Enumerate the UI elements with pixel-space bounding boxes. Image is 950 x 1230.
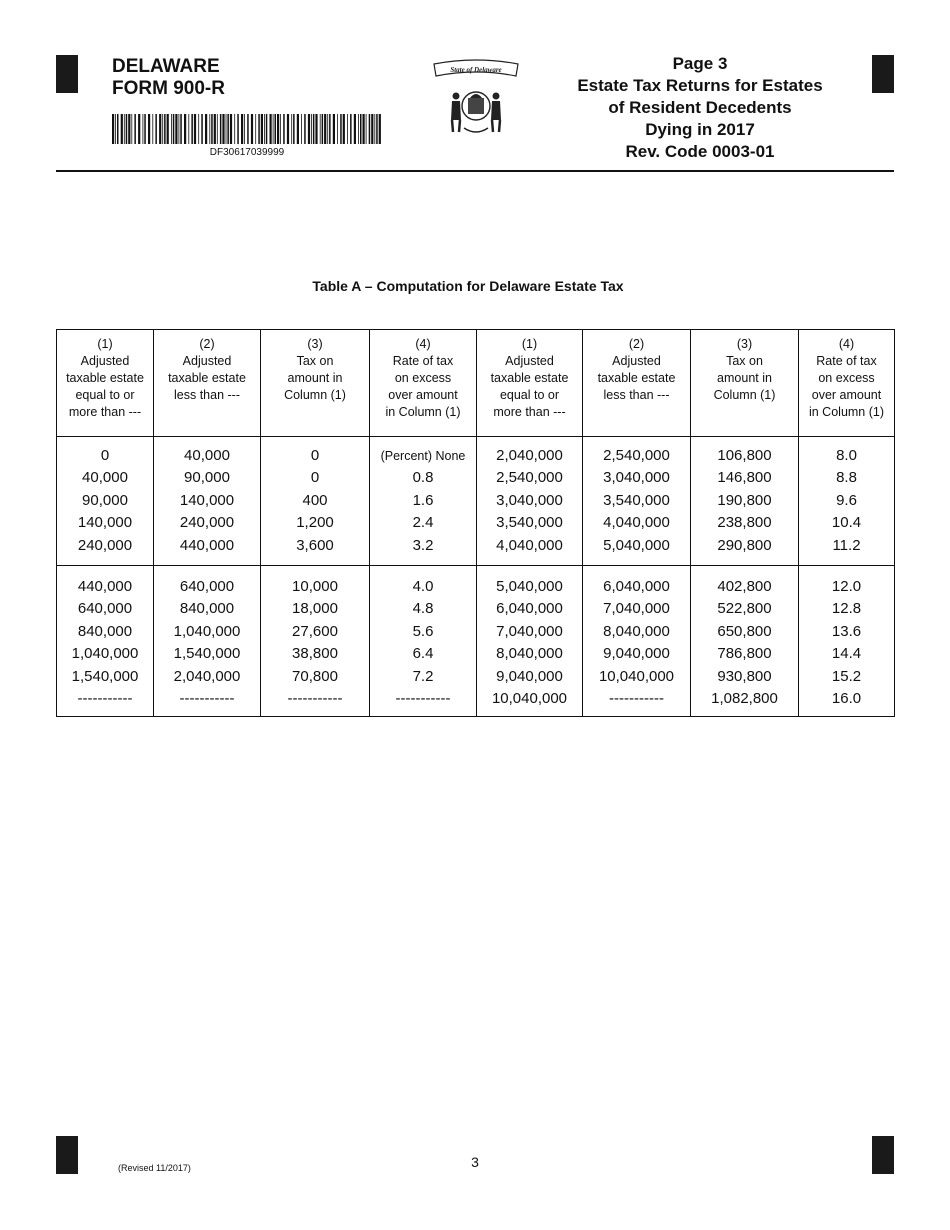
- cell-value: -----------: [287, 690, 343, 708]
- estate-tax-table: [56, 329, 895, 717]
- barcode-bar: [217, 114, 218, 144]
- column-header-line: Column (1): [713, 388, 776, 402]
- column-header-line: less than ---: [174, 388, 240, 402]
- barcode-bar: [226, 114, 227, 144]
- column-header-line: equal to or: [75, 388, 135, 402]
- barcode-bar: [121, 114, 123, 144]
- column-header-line: on excess: [818, 371, 875, 385]
- barcode: [112, 114, 382, 144]
- cell-value: 0: [100, 447, 110, 464]
- barcode-bar: [366, 114, 367, 144]
- column-header-line: Adjusted: [505, 354, 554, 368]
- barcode-bar: [327, 114, 328, 144]
- cell-value: 840,000: [77, 622, 133, 640]
- barcode-bar: [214, 114, 216, 144]
- barcode-bar: [159, 114, 161, 144]
- barcode-number: DF30617039999: [209, 147, 285, 158]
- cell-value: 1.6: [412, 491, 434, 509]
- cell-value: 8.8: [836, 469, 857, 487]
- cell-value: 10,040,000: [598, 667, 675, 685]
- column-header-line: less than ---: [603, 388, 670, 402]
- cell-value: 930,800: [717, 667, 772, 685]
- column-header-line: amount in: [717, 371, 772, 385]
- barcode-bar: [112, 114, 114, 144]
- cell-value: 1,040,000: [71, 645, 139, 663]
- cell-value: 7,040,000: [496, 622, 563, 640]
- title-line: Rev. Code 0003-01: [625, 142, 775, 161]
- barcode-bar: [287, 114, 289, 144]
- table-cell: [261, 437, 370, 566]
- barcode-bar: [313, 114, 315, 144]
- barcode-bar: [301, 114, 302, 144]
- barcode-bar: [148, 114, 150, 144]
- barcode-bar: [227, 114, 229, 144]
- barcode-bar: [322, 114, 324, 144]
- barcode-bar: [264, 114, 265, 144]
- barcode-bar: [297, 114, 299, 144]
- cell-value: 1,200: [296, 514, 334, 532]
- cell-value: -----------: [395, 690, 451, 708]
- column-header-line: (4): [838, 337, 855, 351]
- barcode-bar: [376, 114, 378, 144]
- cell-value: 3,540,000: [496, 514, 563, 532]
- column-header: [57, 330, 154, 437]
- cell-value: 12.8: [831, 600, 862, 618]
- barcode-bar: [128, 114, 130, 144]
- barcode-bar: [134, 114, 136, 144]
- cell-value: 440,000: [77, 578, 133, 596]
- column-header-line: Adjusted: [612, 354, 661, 368]
- column-header-line: Column (1): [284, 388, 346, 402]
- cell-value: 8.0: [836, 447, 857, 464]
- table-cell: [370, 437, 477, 566]
- column-header-line: taxable estate: [168, 371, 246, 385]
- barcode-bar: [343, 114, 345, 144]
- barcode-bar: [320, 114, 321, 144]
- barcode-bar: [374, 114, 375, 144]
- barcode-bar: [152, 114, 153, 144]
- cell-value: 9.6: [836, 491, 857, 509]
- column-header-line: Tax on: [296, 354, 334, 368]
- barcode-bar: [188, 114, 189, 144]
- barcode-bar: [347, 114, 348, 144]
- cell-value: 9,040,000: [603, 645, 670, 663]
- table-cell: [691, 566, 799, 717]
- cell-value: 2,040,000: [173, 667, 241, 685]
- column-header-line: Tax on: [726, 354, 763, 368]
- barcode-bar: [201, 114, 203, 144]
- barcode-bar: [222, 114, 224, 144]
- cell-value: 4.8: [412, 600, 434, 618]
- table-cell: [57, 437, 154, 566]
- column-header-line: (4): [415, 337, 431, 351]
- barcode-bar: [293, 114, 295, 144]
- cell-value: 1,540,000: [173, 645, 241, 663]
- barcode-bar: [205, 114, 207, 144]
- barcode-bar: [258, 114, 260, 144]
- table-cell: [799, 437, 895, 566]
- title-line: Estate Tax Returns for Estates: [577, 76, 823, 95]
- table-cell: [799, 566, 895, 717]
- cell-value: (Percent) None: [380, 449, 466, 463]
- title-line: Dying in 2017: [645, 120, 755, 139]
- cell-value: 70,800: [292, 667, 338, 685]
- table-cell: [57, 566, 154, 717]
- barcode-bar: [175, 114, 177, 144]
- barcode-bar: [354, 114, 356, 144]
- barcode-bar: [191, 114, 193, 144]
- cell-value: 146,800: [717, 469, 772, 487]
- barcode-bar: [126, 114, 128, 144]
- table-cell: [477, 437, 583, 566]
- barcode-bar: [291, 114, 292, 144]
- barcode-bar: [247, 114, 249, 144]
- table-cell: [154, 566, 261, 717]
- barcode-bar: [241, 114, 243, 144]
- cell-value: 238,800: [717, 514, 772, 532]
- cell-value: 10,040,000: [491, 690, 568, 708]
- cell-value: 3,540,000: [603, 491, 670, 509]
- cell-value: 10,000: [292, 578, 338, 596]
- barcode-bar: [369, 114, 371, 144]
- barcode-bar: [237, 114, 239, 144]
- column-header: [154, 330, 261, 437]
- column-header-line: in Column (1): [808, 405, 885, 419]
- barcode-bar: [220, 114, 222, 144]
- column-header: [799, 330, 895, 437]
- barcode-bar: [117, 114, 119, 144]
- title-line: of Resident Decedents: [608, 98, 792, 117]
- barcode-bar: [179, 114, 180, 144]
- cell-value: 5.6: [412, 622, 434, 640]
- cell-value: 3,600: [296, 536, 334, 554]
- cell-value: 240,000: [179, 514, 235, 532]
- corner-mark-top-right: [872, 55, 894, 93]
- barcode-bar: [337, 114, 338, 144]
- cell-value: 3.2: [412, 536, 434, 554]
- column-header-line: more than ---: [493, 405, 566, 419]
- cell-value: -----------: [77, 690, 133, 708]
- header-divider: [56, 170, 894, 172]
- barcode-bar: [251, 114, 253, 144]
- cell-value: -----------: [609, 690, 664, 708]
- barcode-bar: [358, 114, 359, 144]
- barcode-bar: [379, 114, 381, 144]
- barcode-bar: [198, 114, 199, 144]
- cell-value: 12.0: [831, 578, 862, 596]
- column-header: [691, 330, 799, 437]
- column-header-line: in Column (1): [385, 405, 461, 419]
- cell-value: 1,082,800: [711, 690, 778, 708]
- column-header-line: taxable estate: [490, 371, 569, 385]
- cell-value: 6,040,000: [496, 600, 563, 618]
- barcode-bar: [280, 114, 281, 144]
- cell-value: 13.6: [831, 622, 862, 640]
- cell-value: 400: [302, 491, 328, 509]
- cell-value: 90,000: [82, 491, 128, 509]
- column-header-line: (1): [521, 337, 538, 351]
- barcode-bar: [311, 114, 312, 144]
- column-header: [477, 330, 583, 437]
- cell-value: 0: [310, 469, 320, 487]
- barcode-bar: [144, 114, 146, 144]
- page-number: 3: [471, 1154, 479, 1170]
- table-cell: [691, 437, 799, 566]
- table-row: [57, 437, 895, 566]
- barcode-bar: [277, 114, 279, 144]
- barcode-bar: [283, 114, 285, 144]
- barcode-bar: [194, 114, 196, 144]
- cell-value: 14.4: [831, 645, 862, 663]
- barcode-bar: [350, 114, 352, 144]
- cell-value: 106,800: [717, 447, 772, 464]
- barcode-bar: [340, 114, 342, 144]
- barcode-bar: [124, 114, 125, 144]
- column-header-line: (3): [307, 337, 323, 351]
- form-heading: [560, 53, 840, 163]
- column-header-line: more than ---: [68, 405, 142, 419]
- column-header: [261, 330, 370, 437]
- cell-value: -----------: [179, 690, 235, 708]
- barcode-bar: [138, 114, 140, 144]
- cell-value: 0.8: [412, 469, 434, 487]
- state-seal-icon: [430, 58, 522, 138]
- barcode-bar: [360, 114, 362, 144]
- barcode-bar: [143, 114, 144, 144]
- cell-value: 650,800: [717, 622, 772, 640]
- table-cell: [477, 566, 583, 717]
- column-header-line: equal to or: [499, 388, 560, 402]
- cell-value: 7,040,000: [603, 600, 670, 618]
- column-header-line: on excess: [394, 371, 452, 385]
- barcode-bar: [180, 114, 182, 144]
- cell-value: 7.2: [412, 667, 434, 685]
- corner-mark-top-left-ext: [56, 55, 78, 69]
- cell-value: 4,040,000: [496, 536, 563, 554]
- column-header-line: taxable estate: [66, 371, 144, 385]
- cell-value: 2.4: [412, 514, 434, 532]
- cell-value: 8,040,000: [496, 645, 563, 663]
- column-header-line: Rate of tax: [816, 354, 877, 368]
- barcode-bar: [162, 114, 163, 144]
- cell-value: 640,000: [77, 600, 133, 618]
- barcode-bar: [234, 114, 235, 144]
- barcode-bar: [155, 114, 157, 144]
- cell-value: 402,800: [717, 578, 772, 596]
- cell-value: 6.4: [412, 645, 434, 663]
- barcode-bar: [261, 114, 263, 144]
- barcode-bar: [164, 114, 166, 144]
- cell-value: 1,540,000: [71, 667, 139, 685]
- barcode-bar: [171, 114, 172, 144]
- cell-value: 2,540,000: [603, 447, 670, 464]
- column-header-line: over amount: [811, 388, 882, 402]
- cell-value: 40,000: [82, 469, 128, 487]
- barcode-bar: [371, 114, 373, 144]
- table-cell: [370, 566, 477, 717]
- column-header-line: Adjusted: [182, 354, 232, 368]
- page-label: Page 3: [672, 54, 728, 73]
- cell-value: 240,000: [77, 536, 133, 554]
- column-header: [583, 330, 691, 437]
- cell-value: 18,000: [292, 600, 338, 618]
- form-title: [112, 56, 225, 100]
- barcode-bar: [266, 114, 268, 144]
- barcode-bar: [329, 114, 331, 144]
- table-row: [57, 566, 895, 717]
- barcode-bar: [333, 114, 335, 144]
- svg-text:State of Delaware: State of Delaware: [450, 66, 502, 74]
- barcode-bar: [273, 114, 274, 144]
- cell-value: 16.0: [831, 690, 862, 708]
- barcode-bar: [131, 114, 132, 144]
- cell-value: 840,000: [179, 600, 235, 618]
- revised-date: (Revised 11/2017): [118, 1163, 191, 1173]
- cell-value: 786,800: [717, 645, 772, 663]
- column-header-line: Adjusted: [80, 354, 130, 368]
- column-header-line: over amount: [388, 388, 458, 402]
- column-header-line: (2): [199, 337, 215, 351]
- cell-value: 4.0: [412, 578, 434, 596]
- cell-value: 5,040,000: [603, 536, 670, 554]
- cell-value: 0: [310, 447, 320, 464]
- table-cell: [583, 437, 691, 566]
- cell-value: 90,000: [184, 469, 230, 487]
- cell-value: 6,040,000: [603, 578, 670, 596]
- barcode-bar: [363, 114, 365, 144]
- cell-value: 140,000: [179, 491, 235, 509]
- cell-value: 290,800: [717, 536, 772, 554]
- barcode-bar: [184, 114, 186, 144]
- barcode-bar: [324, 114, 326, 144]
- barcode-bar: [315, 114, 317, 144]
- cell-value: 3,040,000: [496, 491, 563, 509]
- column-header: [370, 330, 477, 437]
- table-cell: [261, 566, 370, 717]
- cell-value: 3,040,000: [603, 469, 670, 487]
- cell-value: 5,040,000: [496, 578, 563, 596]
- cell-value: 2,040,000: [496, 447, 563, 464]
- barcode-bar: [173, 114, 175, 144]
- form-number: FORM 900-R: [112, 78, 225, 99]
- barcode-bar: [244, 114, 245, 144]
- cell-value: 140,000: [77, 514, 133, 532]
- column-header-line: (3): [736, 337, 753, 351]
- barcode-bar: [304, 114, 306, 144]
- column-header-line: amount in: [287, 371, 343, 385]
- cell-value: 38,800: [292, 645, 338, 663]
- barcode-bar: [308, 114, 310, 144]
- cell-value: 440,000: [179, 536, 235, 554]
- cell-value: 15.2: [831, 667, 862, 685]
- barcode-bar: [167, 114, 169, 144]
- barcode-bar: [211, 114, 213, 144]
- barcode-bar: [275, 114, 277, 144]
- cell-value: 522,800: [717, 600, 772, 618]
- state-name: DELAWARE: [112, 56, 220, 77]
- barcode-bar: [115, 114, 116, 144]
- cell-value: 1,040,000: [173, 622, 241, 640]
- column-header-line: (2): [628, 337, 645, 351]
- barcode-bar: [255, 114, 256, 144]
- cell-value: 4,040,000: [603, 514, 670, 532]
- cell-value: 9,040,000: [496, 667, 563, 685]
- column-header-line: Rate of tax: [392, 354, 454, 368]
- barcode-bar: [270, 114, 272, 144]
- cell-value: 8,040,000: [603, 622, 670, 640]
- cell-value: 27,600: [292, 622, 338, 640]
- cell-value: 40,000: [184, 447, 230, 464]
- column-header-line: (1): [97, 337, 113, 351]
- column-header-line: taxable estate: [597, 371, 676, 385]
- cell-value: 640,000: [179, 578, 235, 596]
- table-title: Table A – Computation for Delaware Estate Tax: [312, 278, 624, 294]
- cell-value: 10.4: [831, 514, 862, 532]
- table-cell: [154, 437, 261, 566]
- table-cell: [583, 566, 691, 717]
- cell-value: 11.2: [832, 536, 861, 554]
- cell-value: 2,540,000: [496, 469, 563, 487]
- cell-value: 190,800: [717, 491, 772, 509]
- barcode-bar: [230, 114, 232, 144]
- barcode-bar: [209, 114, 210, 144]
